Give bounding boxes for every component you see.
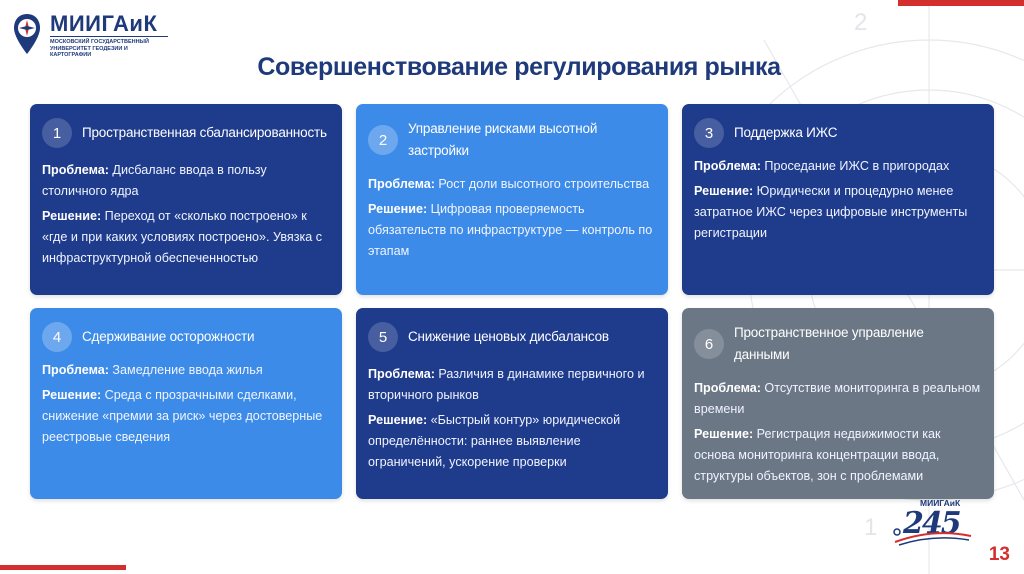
anniversary-logo (893, 498, 973, 548)
solution-text: Юридически и процедурно менее затратное ИЖС через цифровые инструменты регистрации (694, 184, 968, 240)
card-title: Сдерживание осторожности (82, 329, 255, 344)
problem-text: Различия в динамике первичного и вторичного рынков (368, 367, 645, 402)
card-spatial-data-management (682, 308, 994, 499)
page-title: Совершенствование регулирования рынка (257, 53, 781, 81)
solution-text: Среда с прозрачными сделками, снижение «премии за риск» через достоверные реестровые сведения (42, 388, 323, 444)
card-title: Снижение ценовых дисбалансов (408, 329, 609, 344)
problem-label: Проблема: (694, 381, 761, 395)
card-header (42, 322, 330, 352)
problem-label: Проблема: (42, 363, 109, 377)
anniversary-number: 245 (903, 506, 960, 541)
card-solution (42, 385, 330, 448)
card-high-rise-risk (356, 104, 668, 295)
card-problem (368, 174, 656, 195)
card-problem (42, 360, 330, 381)
card-number-badge: 6 (694, 329, 724, 359)
card-title: Пространственное управление данными (734, 325, 924, 362)
card-problem (694, 378, 982, 420)
logo-emblem-icon (12, 12, 42, 56)
top-red-bar (898, 0, 1024, 6)
problem-text: Рост доли высотного строительства (434, 177, 650, 191)
card-price-imbalance (356, 308, 668, 499)
card-problem (368, 364, 656, 406)
solution-label: Решение: (694, 427, 754, 441)
problem-label: Проблема: (694, 159, 761, 173)
card-number-badge: 3 (694, 118, 724, 148)
solution-label: Решение: (42, 209, 102, 223)
solution-label: Решение: (368, 202, 428, 216)
card-solution (694, 181, 982, 244)
problem-text: Дисбаланс ввода в пользу столичного ядра (42, 163, 267, 198)
page-number: 13 (988, 544, 1010, 565)
card-title: Поддержка ИЖС (734, 125, 838, 140)
card-solution (368, 410, 656, 473)
card-title: Пространственная сбалансированность (82, 125, 327, 140)
card-header (694, 118, 982, 148)
svg-text:2: 2 (854, 9, 868, 36)
card-header (42, 118, 330, 148)
anniversary-name: МИИГАиК (920, 498, 961, 508)
card-solution (368, 199, 656, 262)
card-solution (694, 424, 982, 487)
solution-text: Переход от «сколько построено» к «где и при каких условиях построено». Увязка с инфраструктурной обеспеченностью (42, 209, 323, 265)
card-solution (42, 206, 330, 269)
svg-text:1: 1 (864, 514, 878, 541)
university-logo (12, 12, 168, 59)
problem-text: Отсутствие мониторинга в реальном времени (694, 381, 981, 416)
problem-text: Проседание ИЖС в пригородах (760, 159, 950, 173)
problem-label: Проблема: (368, 177, 435, 191)
logo-subtitle-line-2: УНИВЕРСИТЕТ ГЕОДЕЗИИ И КАРТОГРАФИИ (50, 45, 128, 58)
card-caution-restraint (30, 308, 342, 499)
card-izhs-support (682, 104, 994, 295)
solution-text: Цифровая проверяемость обязательств по инфраструктуре — контроль по этапам (368, 202, 653, 258)
card-header (368, 118, 656, 162)
card-number-badge: 4 (42, 322, 72, 352)
card-header (694, 322, 982, 366)
solution-text: Регистрация недвижимости как основа мониторинга концентрации ввода, структуры объектов, зон с проблемами (694, 427, 941, 483)
card-header (368, 322, 656, 352)
problem-label: Проблема: (368, 367, 435, 381)
logo-name: МИИГАиК (50, 11, 158, 36)
anniversary-swoosh-icon (893, 526, 973, 546)
solution-text: «Быстрый контур» юридической определённости: раннее выявление ограничений, ускорение проверки (368, 413, 621, 469)
card-problem (42, 160, 330, 202)
card-number-badge: 1 (42, 118, 72, 148)
card-problem (694, 156, 982, 177)
solution-label: Решение: (368, 413, 428, 427)
card-spatial-balance (30, 104, 342, 295)
bottom-red-bar (0, 565, 126, 570)
problem-text: Замедление ввода жилья (108, 363, 263, 377)
solution-label: Решение: (694, 184, 754, 198)
logo-subtitle-line-1: МОСКОВСКИЙ ГОСУДАРСТВЕННЫЙ (50, 39, 149, 45)
solution-label: Решение: (42, 388, 102, 402)
card-number-badge: 2 (368, 125, 398, 155)
card-title: Управление рисками высотной застройки (408, 121, 598, 158)
problem-label: Проблема: (42, 163, 109, 177)
card-number-badge: 5 (368, 322, 398, 352)
